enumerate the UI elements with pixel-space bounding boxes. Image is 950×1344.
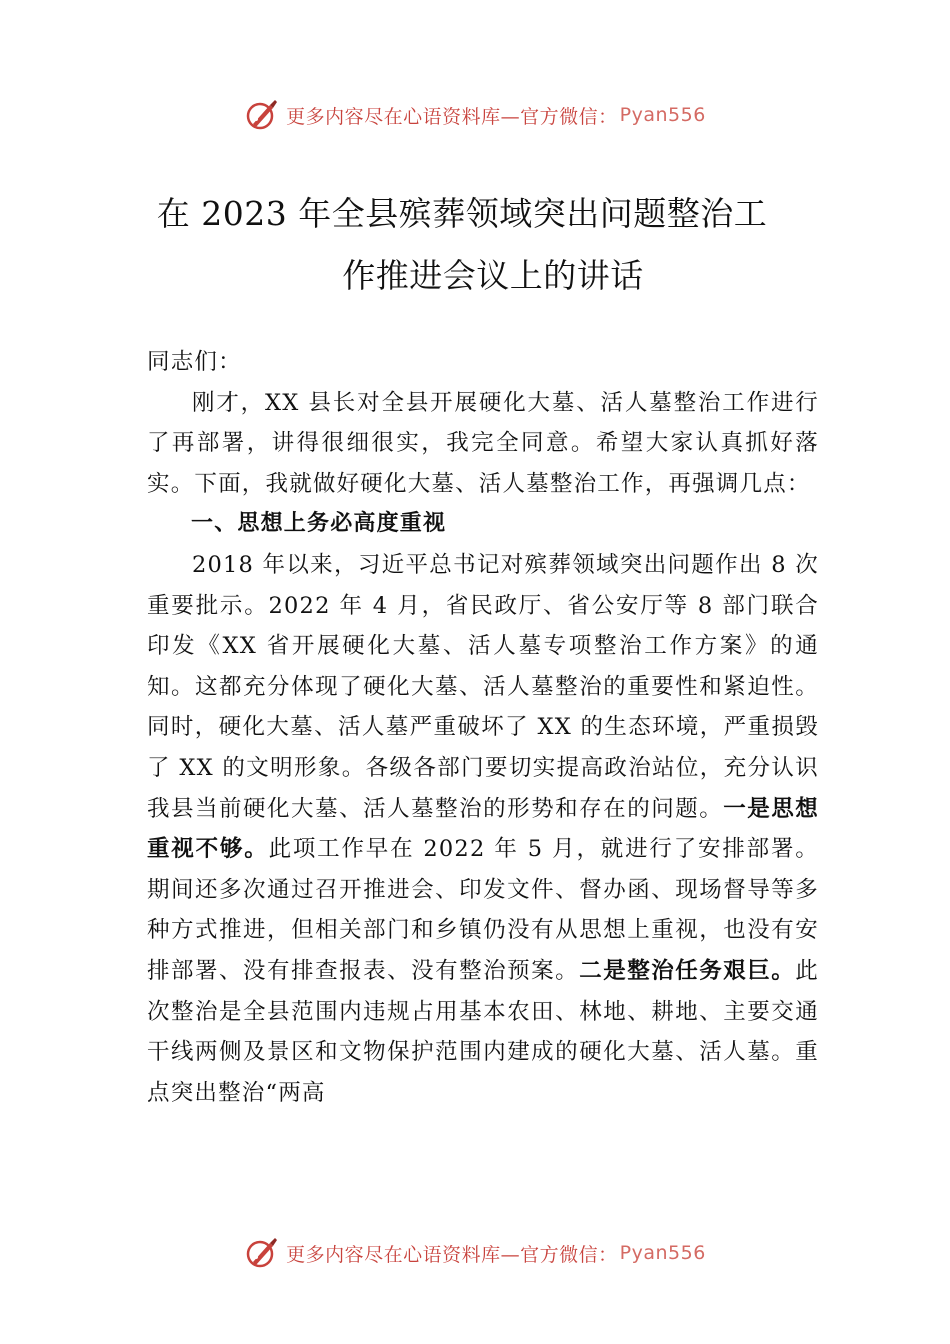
document-title-line-2: 作推进会议上的讲话 — [342, 256, 644, 295]
point-1-text: 此项工作早在 2022 年 5 月，就进行了安排部署。期间还多次通过召开推进会、印发文件、督办函、现场督导等多种方式推进，但相关部门和乡镇仍没有从思想上重视，也没有安排部署、没有排查报表、没有整治预案。 — [147, 836, 819, 984]
point-1-bold: 一是思想重视不够。 — [147, 795, 819, 863]
watermark-handle: Pyan556 — [619, 104, 706, 126]
header-watermark — [0, 95, 950, 135]
watermark-handle: Pyan556 — [619, 1242, 706, 1264]
pen-circle-icon — [244, 1235, 280, 1271]
watermark-text: 更多内容尽在心语资料库—官方微信： — [286, 105, 618, 128]
point-2-text: 此次整治是全县范围内违规占用基本农田、林地、耕地、主要交通干线两侧及景区和文物保护范围内建成的硬化大墓、活人墓。重点突出整治“两高 — [147, 957, 819, 1106]
section-1-paragraph — [147, 545, 819, 1113]
section-1-text: 2018 年以来，习近平总书记对殡葬领域突出问题作出 8 次重要批示。2022 年 4 月，省民政厅、省公安厅等 8 部门联合印发《XX 省开展硬化大墓、活人墓专项整治工作方案》的通知。这都充分体现了硬化大墓、活人墓整治的重要性和紧迫性。同时，硬化大墓、活人墓严重破坏了 XX 的生态环境，严重损毁了 XX 的文明形象。各级各部门要切实提高政治站位，充分认识我县当前硬化大墓、活人墓整治的形势和存在的问题。 — [147, 551, 819, 822]
section-heading-1: 一、思想上务必高度重视 — [191, 511, 447, 537]
document-title-line-1: 在 2023 年全县殡葬领域突出问题整治工 — [156, 194, 768, 233]
pen-circle-icon — [244, 97, 280, 133]
salutation: 同志们： — [147, 349, 242, 375]
document-body — [147, 342, 819, 1113]
footer-watermark — [0, 1233, 950, 1273]
watermark-text: 更多内容尽在心语资料库—官方微信： — [286, 1243, 618, 1266]
point-2-bold: 二是整治任务艰巨。 — [579, 957, 796, 984]
intro-paragraph: 刚才，XX 县长对全县开展硬化大墓、活人墓整治工作进行了再部署，讲得很细很实，我完全同意。希望大家认真抓好落实。下面，我就做好硬化大墓、活人墓整治工作，再强调几点： — [147, 389, 819, 497]
